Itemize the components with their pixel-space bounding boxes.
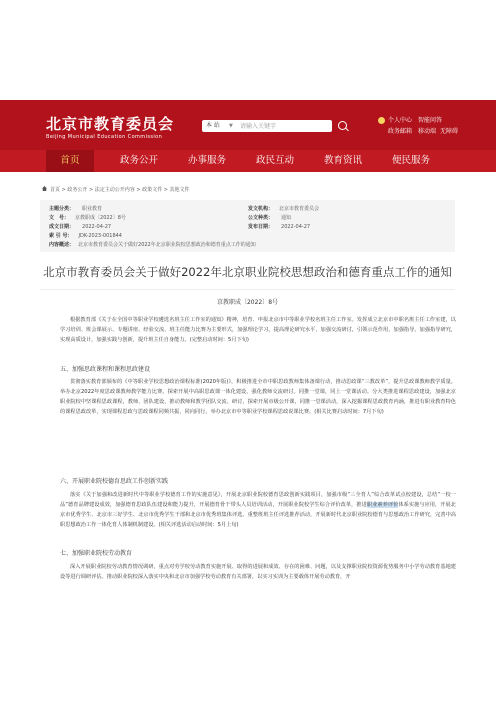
- home-icon: [42, 186, 47, 191]
- quick-link-smart-qa[interactable]: 智能问答: [418, 117, 443, 124]
- nav-services[interactable]: 办事服务: [187, 155, 226, 166]
- meta-summary: 内容概述： 北京市教育委员会关于做好2022年北京职业院校思想政治和德育重点工作的通知: [49, 242, 256, 248]
- page-title: 北京市教育委员会关于做好2022年北京职业院校思想政治和德育重点工作的通知: [43, 265, 452, 279]
- divider: [40, 289, 455, 290]
- chevron-down-icon[interactable]: ▼: [229, 123, 233, 129]
- meta-type: 公文种类： 通知: [248, 215, 292, 221]
- body-paragraph: 深入开展职业院校劳动教育情况调研，重点对劳学校劳动教育实施开展、取得的进展和成效、存在的困难、问题，以及支撑职业院校资源优势服务中小学劳动教育基地建设等进行调研评估。推动职业院校深入落实中央和北京市加强学校劳动教育有关部署，以实习实训为主要载体开展劳动教育，开: [60, 564, 456, 580]
- site-logo-en: Beijing Municipal Education Commission: [46, 134, 163, 140]
- document-number: 京教职成〔2022〕8号: [216, 299, 279, 306]
- site-logo-cn[interactable]: 北京市教育委员会: [46, 115, 175, 133]
- meta-date: 成文日期： 2022-04-27: [49, 224, 112, 230]
- search-input[interactable]: [240, 121, 320, 131]
- main-nav: [0, 150, 496, 172]
- highlighted-text: 职业素养评价: [366, 502, 399, 508]
- meta-index: 索 引 号： JDK-2023-001844: [49, 233, 122, 239]
- nav-interaction[interactable]: 政民互动: [255, 155, 294, 166]
- nav-news[interactable]: 教育资讯: [323, 155, 362, 166]
- body-paragraph: 落实《关于加强和改进新时代中等职业学校德育工作的实施意见》，开展北京职业院校德育思政创新实践项目，加强市级“三全育人”综合改革试点校建设，总结“一校一品”德育品牌建设成效，加强德育思政队伍建设和能力提升，开展德育骨干带头人员培训活动，开展职业院校学生综合评价改革，推进职业素养评价体系实施与应用，开展北京市优秀学生、北京市三好学生、北京市优秀学生干部和北京市优秀班集体评选。重整班班主任评选推荐活动，开展新时代北京职业院校德育与思想政治工作研究，完善中高职思想政治工作一体化育人体制机制建设。(相关评选活动启动时间：5月上旬): [60, 492, 456, 528]
- search-icon[interactable]: [338, 121, 347, 130]
- quick-link-personal-center[interactable]: 个人中心: [388, 117, 413, 124]
- meta-topic: 主题分类： 职业教育: [49, 206, 103, 212]
- section-heading: 七、加强职业院校劳动教育: [60, 550, 133, 557]
- meta-org: 发文机构： 北京市教育委员会: [248, 206, 320, 212]
- document-meta: [40, 200, 455, 252]
- section-heading: 六、开展职业院校德育思政工作创新实践: [60, 478, 169, 485]
- body-paragraph: 根据教育部《关于在全国中等职业学校遴选名班主任工作室的通知》精神，培育、申报北京市中等职业学校名班主任工作室。发挥成立北京市中职名班主任工作室建，以学习培训、班会课展示、专题讲座、经验交流、班主任能力比赛为主要形式，加强理论学习，提高理论研究水平，加强交流研讨，引领示范作用，加强指导。加强指导研究，实现高质设计，加强实践与创新，提升班主任自身能力。(完整启动时间：5月下旬): [60, 317, 456, 343]
- quick-link-accessibility[interactable]: 无障碍: [440, 128, 459, 135]
- search-scope-select[interactable]: 本 站: [206, 122, 220, 129]
- search-box: [202, 120, 332, 132]
- user-icon: [378, 117, 385, 124]
- body-paragraph: 贯彻落实教育部颁布的《中等职业学校思想政治课程标准(2020年版)》，积极推进全市中职思政教师集体备课行动，推动思政课“三教改革”，提升思政课教师教学质量。举办北京2022年度思政课教师教学能力比赛。探索开展中高职思政课一体化建设，强化教师交流研讨。同推一堂课，同上一堂课活动。分大类推进课程思政建设，加强北京职业院校中坚课程思政课程，教师、团队建设，推动教师和教学团队交流、研讨，探索开展市级公开课，同推一堂课活动，深入挖掘课程思政教育内涵，推进有职业教育特色的课程思政改革，实现课程思政与思政课程同频共振，同向同行，举办北京市中等职业学校课程思政说课比赛。(相关比赛启动时间：7月下旬): [60, 379, 456, 415]
- nav-home[interactable]: 首页: [46, 150, 94, 172]
- nav-government-affairs[interactable]: 政务公开: [119, 155, 158, 166]
- section-heading: 五、加强思政课程和课程思政建设: [60, 366, 151, 373]
- meta-publish: 发布日期： 2022-04-27: [248, 224, 311, 230]
- quick-link-mailbox[interactable]: 政务邮箱: [388, 128, 413, 135]
- nav-convenience[interactable]: 便民服务: [391, 155, 430, 166]
- quick-link-mobile[interactable]: 移动端: [418, 128, 437, 135]
- meta-docno: 文 号： 京教职成〔2022〕8号: [49, 215, 126, 221]
- breadcrumb[interactable]: 首页 > 政务公开 > 法定主动公开内容 > 政策文件 > 其他文件: [50, 187, 190, 193]
